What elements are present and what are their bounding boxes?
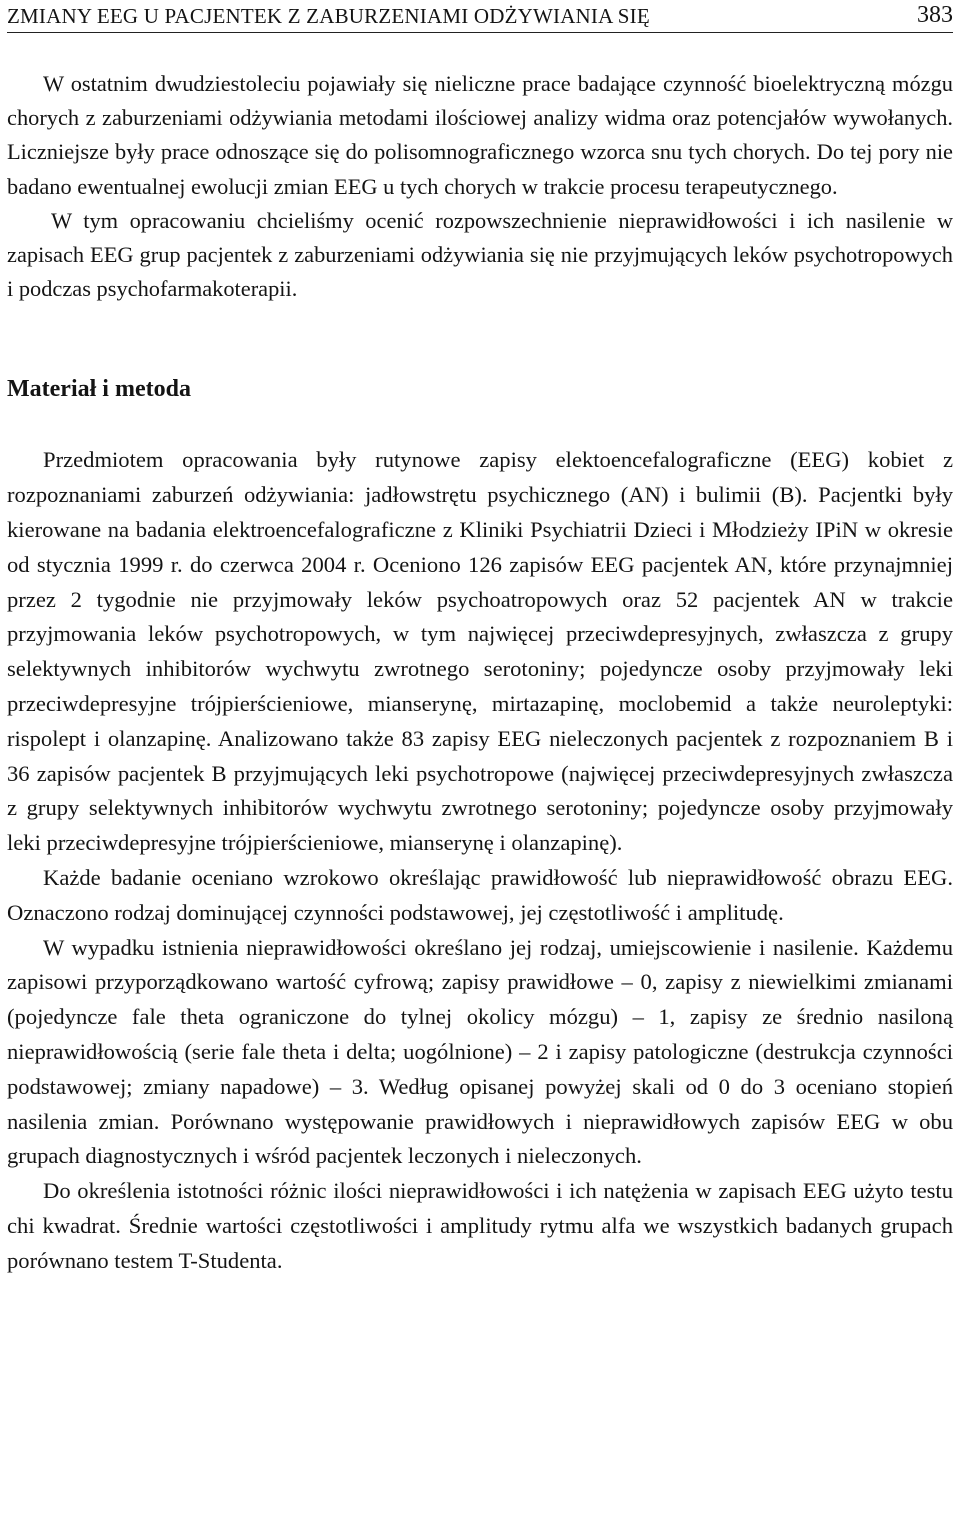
methods-paragraph: Do określenia istotności różnic ilości nieprawidłowości i ich natężenia w zapisach EEG użyto testu chi kwadrat. Średnie wartości częstotliwości i amplitudy rytmu alfa we wszystkich badanych grupach porównano testem T-Studenta.	[7, 1178, 953, 1273]
methods-paragraph: W wypadku istnienia nieprawidłowości określano jej rodzaj, umiejscowienie i nasilenie. Każdemu zapisowi przyporządkowano wartość cyfrową; zapisy prawidłowe – 0, zapisy z niewielkimi zmianami (pojedyncze fale theta ograniczone do tylnej okolicy mózgu) – 1, zapisy ze średnio nasiloną nieprawidłowością (serie fale theta i delta; uogólnione) – 2 i zapisy patologiczne (destrukcja czynności podstawowej; zmiany napadowe) – 3. Według opisanej powyżej skali od 0 do 3 oceniano stopień nasilenia zmian. Porównano występowanie prawidłowych i nieprawidłowych zapisów EEG w obu grupach diagnostycznych i wśród pacjentek leczonych i nieleczonych.	[7, 934, 953, 1169]
intro-paragraph: W ostatnim dwudziestoleciu pojawiały się nieliczne prace badające czynność bioelektryczną mózgu chorych z zaburzeniami odżywiania metodami ilościowej analizy widma oraz potencjałów wywołanych. Liczniejsze były prace odnoszące się do polisomnograficznego wzorca snu tych chorych. Do tej pory nie badano ewentualnej ewolucji zmian EEG u tych chorych w trakcie procesu terapeutycznego.	[7, 71, 953, 199]
running-header	[7, 0, 953, 33]
section-heading: Materiał i metoda	[7, 376, 191, 403]
methods-section	[7, 443, 953, 1278]
methods-paragraph: Przedmiotem opracowania były rutynowe zapisy elektoencefalograficzne (EEG) kobiet z rozpoznaniami zaburzeń odżywiania: jadłowstrętu psychicznego (AN) i bulimii (B). Pacjentki były kierowane na badania elektroencefalograficzne z Kliniki Psychiatrii Dzieci i Młodzieży IPiN w okresie od stycznia 1999 r. do czerwca 2004 r. Oceniono 126 zapisów EEG pacjentek AN, które przynajmniej przez 2 tygodnie nie przyjmowały leków psychoatropowych oraz 52 pacjentek AN w trakcie przyjmowania leków psychotropowych, w tym najwięcej przeciwdepresyjnych, zwłaszcza z grupy selektywnych inhibitorów wychwytu zwrotnego serotoniny; pojedyncze osoby przyjmowały leki przeciwdepresyjne trójpierścieniowe, mianserynę, mirtazapinę, moclobemid a także neuroleptyki: rispolept i olanzapinę. Analizowano także 83 zapisy EEG nieleczonych pacjentek z rozpoznaniem B i 36 zapisów pacjentek B przyjmujących leki psychotropowe (najwięcej przeciwdepresyjnych zwłaszcza z grupy selektywnych inhibitorów wychwytu zwrotnego serotoniny; pojedyncze osoby przyjmowały leki przeciwdepresyjne trójpierścieniowe, mianserynę i olanzapinę).	[7, 447, 953, 856]
intro-paragraph: W tym opracowaniu chcieliśmy ocenić rozpowszechnienie nieprawidłowości i ich nasilenie w zapisach EEG grup pacjentek z zaburzeniami odżywiania się nie przyjmujących leków psychotropowych i podczas psychofarmakoterapii.	[7, 207, 953, 302]
methods-paragraph: Każde badanie oceniano wzrokowo określając prawidłowość lub nieprawidłowość obrazu EEG. Oznaczono rodzaj dominującej czynności podstawowej, jej częstotliwość i amplitudę.	[7, 864, 953, 925]
document-page	[7, 0, 953, 1279]
running-title: ZMIANY EEG U PACJENTEK Z ZABURZENIAMI ODŻYWIANIA SIĘ	[7, 4, 650, 28]
page-number: 383	[917, 2, 953, 28]
intro-section	[7, 67, 953, 306]
